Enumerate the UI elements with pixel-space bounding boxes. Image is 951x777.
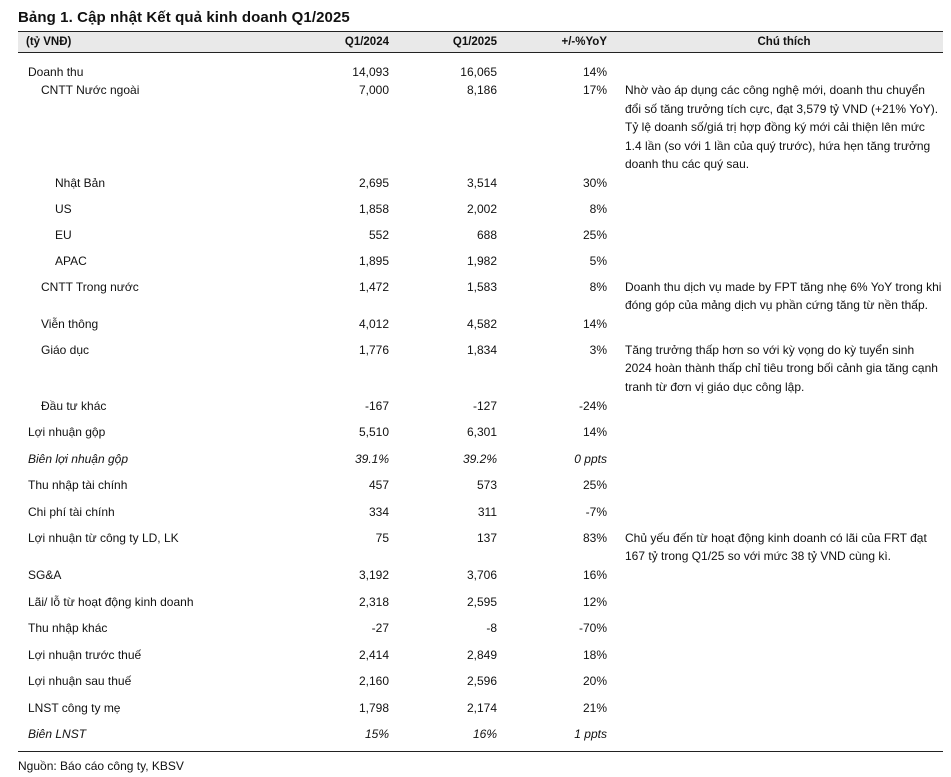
- cell-q1-2025: 16%: [390, 725, 498, 752]
- cell-yoy: 3%: [589, 342, 607, 357]
- row-label: Nhật Bản: [55, 175, 106, 190]
- table-row: [18, 174, 943, 200]
- table-row: [18, 397, 943, 423]
- cell-q1-2024: 552: [368, 227, 389, 242]
- row-label: LNST công ty mẹ: [28, 700, 121, 715]
- table-row: [18, 226, 943, 252]
- cell-q1-2024: 1,895: [358, 253, 389, 268]
- cell-yoy: 14%: [582, 65, 607, 79]
- table-row: [18, 593, 943, 619]
- cell-yoy: 20%: [582, 673, 607, 688]
- cell-yoy: 8%: [589, 279, 607, 294]
- cell-note: Nhờ vào áp dụng các công nghệ mới, doanh thu chuyển đổi số tăng trưởng tích cực, đạt 3,579 tỷ VND (+21% YoY). Tỷ lệ doanh số/giá trị hợp đồng ký mới cải thiện lên mức 1.4 lần (so với 1 lần của quý trước), hứa hẹn tăng trưởng doanh thu các quý sau.: [625, 83, 939, 171]
- row-label: Chi phí tài chính: [28, 504, 115, 519]
- cell-note: [625, 672, 943, 699]
- cell-q1-2025: 1,834: [466, 342, 497, 357]
- row-label: Biên lợi nhuận gộp: [28, 451, 128, 466]
- table-row: [18, 278, 943, 315]
- cell-q1-2025: 3,514: [466, 175, 497, 190]
- row-label: CNTT Trong nước: [41, 279, 139, 294]
- cell-q1-2024: -27: [371, 620, 389, 635]
- cell-q1-2024: 7,000: [358, 83, 389, 97]
- cell-gap: [608, 174, 625, 200]
- cell-gap: [608, 529, 625, 566]
- source-note: Nguồn: Báo cáo công ty, KBSV: [18, 759, 184, 773]
- row-label: Viễn thông: [41, 316, 99, 331]
- table-row: [18, 315, 943, 341]
- table-row: [18, 619, 943, 646]
- cell-note: [625, 200, 943, 226]
- cell-q1-2024: 334: [368, 504, 389, 519]
- cell-yoy: 8%: [589, 201, 607, 216]
- cell-q1-2024: 2,160: [358, 673, 389, 688]
- table-row: [18, 53, 943, 82]
- row-label: Lợi nhuận gộp: [28, 424, 106, 439]
- cell-note: [625, 252, 943, 278]
- cell-q1-2025: 6,301: [466, 424, 497, 439]
- table-row: [18, 672, 943, 699]
- cell-q1-2025: 1,583: [466, 279, 497, 294]
- row-label: EU: [55, 227, 72, 242]
- cell-gap: [608, 699, 625, 725]
- cell-note: [625, 476, 943, 503]
- cell-note: Doanh thu dịch vụ made by FPT tăng nhẹ 6% YoY trong khi đóng góp của mảng dịch vụ phần cứng tăng từ nền thấp.: [625, 279, 942, 312]
- cell-gap: [608, 646, 625, 672]
- table-header-row: [18, 32, 943, 53]
- cell-q1-2024: 1,858: [358, 201, 389, 216]
- row-label: Biên LNST: [18, 725, 288, 752]
- table-row: [18, 81, 943, 174]
- cell-q1-2024: 1,798: [358, 700, 389, 715]
- cell-q1-2024: 75: [375, 530, 389, 545]
- table-row: [18, 529, 943, 566]
- cell-gap: [608, 226, 625, 252]
- header-q1-2024: Q1/2024: [288, 32, 390, 53]
- header-q1-2025: Q1/2025: [390, 32, 498, 53]
- cell-q1-2024: 3,192: [358, 567, 389, 582]
- cell-q1-2025: 2,174: [466, 700, 497, 715]
- cell-q1-2025: 688: [476, 227, 497, 242]
- row-label: Đầu tư khác: [41, 398, 107, 413]
- row-label: CNTT Nước ngoài: [41, 83, 140, 97]
- table-row: [18, 503, 943, 529]
- cell-yoy: 14%: [582, 316, 607, 331]
- cell-q1-2024: 457: [368, 477, 389, 492]
- cell-q1-2024: 4,012: [358, 316, 389, 331]
- cell-q1-2025: 8,186: [466, 83, 497, 97]
- business-results-table: [18, 31, 943, 752]
- cell-gap: [608, 566, 625, 593]
- cell-gap: [608, 252, 625, 278]
- table-row: [18, 476, 943, 503]
- cell-note: [625, 226, 943, 252]
- row-label: US: [55, 201, 72, 216]
- cell-q1-2024: 2,318: [358, 594, 389, 609]
- cell-note: [625, 423, 943, 450]
- cell-gap: [608, 278, 625, 315]
- cell-gap: [608, 503, 625, 529]
- cell-q1-2024: 39.1%: [354, 451, 389, 466]
- row-label: Lợi nhuận trước thuế: [28, 647, 142, 662]
- cell-note: [625, 566, 943, 593]
- cell-q1-2024: 2,414: [358, 647, 389, 662]
- cell-q1-2024: 15%: [288, 725, 390, 752]
- header-note: Chú thích: [625, 32, 943, 53]
- cell-gap: [608, 81, 625, 174]
- cell-gap: [608, 619, 625, 646]
- row-label: Lợi nhuận từ công ty LD, LK: [28, 530, 179, 545]
- row-label: SG&A: [28, 567, 62, 582]
- header-yoy: +/-%YoY: [498, 32, 608, 53]
- table-row: [18, 252, 943, 278]
- cell-q1-2025: -127: [472, 398, 497, 413]
- header-unit: (tỷ VNĐ): [18, 32, 288, 53]
- cell-yoy: 12%: [582, 594, 607, 609]
- cell-gap: [608, 423, 625, 450]
- cell-yoy: -24%: [578, 398, 607, 413]
- cell-q1-2024: 14,093: [352, 65, 389, 79]
- table-row: [18, 423, 943, 450]
- row-label: Doanh thu: [28, 65, 84, 79]
- table-row: [18, 200, 943, 226]
- cell-q1-2025: 4,582: [466, 316, 497, 331]
- header-gap: [608, 32, 625, 53]
- cell-q1-2025: 16,065: [460, 65, 497, 79]
- table-row: [18, 725, 943, 752]
- cell-note: [625, 53, 943, 82]
- cell-yoy: -7%: [585, 504, 607, 519]
- cell-gap: [608, 476, 625, 503]
- cell-yoy: 17%: [582, 83, 607, 97]
- cell-note: [625, 619, 943, 646]
- cell-note: Chủ yếu đến từ hoạt động kinh doanh có lãi của FRT đạt 167 tỷ trong Q1/25 so với mức 38 tỷ VND cùng kì.: [625, 530, 927, 563]
- cell-note: [625, 450, 943, 476]
- cell-note: [625, 725, 943, 752]
- table-row: [18, 699, 943, 725]
- cell-note: [625, 397, 943, 423]
- cell-q1-2024: 1,472: [358, 279, 389, 294]
- cell-note: [625, 699, 943, 725]
- cell-q1-2025: 2,002: [466, 201, 497, 216]
- cell-q1-2024: -167: [364, 398, 389, 413]
- cell-q1-2025: 2,595: [466, 594, 497, 609]
- cell-q1-2025: 311: [477, 504, 497, 519]
- row-label: Lãi/ lỗ từ hoạt động kinh doanh: [28, 594, 194, 609]
- cell-note: [625, 503, 943, 529]
- cell-yoy: 25%: [582, 227, 607, 242]
- cell-q1-2024: 1,776: [358, 342, 389, 357]
- cell-yoy: 18%: [582, 647, 607, 662]
- table-title: Bảng 1. Cập nhật Kết quả kinh doanh Q1/2025: [18, 9, 350, 26]
- row-label: Lợi nhuận sau thuế: [28, 673, 132, 688]
- cell-yoy: 16%: [582, 567, 607, 582]
- cell-yoy: 21%: [582, 700, 607, 715]
- cell-q1-2025: 1,982: [466, 253, 497, 268]
- cell-gap: [608, 725, 625, 752]
- cell-yoy: 1 ppts: [498, 725, 608, 752]
- cell-gap: [608, 341, 625, 397]
- cell-q1-2025: 2,596: [466, 673, 497, 688]
- cell-yoy: 30%: [582, 175, 607, 190]
- cell-q1-2025: 3,706: [466, 567, 497, 582]
- cell-yoy: 83%: [582, 530, 607, 545]
- cell-gap: [608, 397, 625, 423]
- cell-gap: [608, 593, 625, 619]
- row-label: Thu nhập tài chính: [28, 477, 128, 492]
- cell-q1-2025: 39.2%: [462, 451, 497, 466]
- cell-note: Tăng trưởng thấp hơn so với kỳ vọng do kỳ tuyển sinh 2024 hoàn thành thấp chỉ tiêu trong bối cảnh gia tăng cạnh tranh từ đơn vị giáo dục công lập.: [625, 342, 938, 394]
- cell-yoy: 25%: [582, 477, 607, 492]
- cell-q1-2025: 573: [476, 477, 497, 492]
- cell-note: [625, 315, 943, 341]
- cell-yoy: 14%: [582, 424, 607, 439]
- cell-gap: [608, 315, 625, 341]
- cell-gap: [608, 450, 625, 476]
- table-row: [18, 450, 943, 476]
- table-row: [18, 646, 943, 672]
- cell-note: [625, 646, 943, 672]
- row-label: APAC: [55, 253, 87, 268]
- table-row: [18, 566, 943, 593]
- cell-yoy: 0 ppts: [574, 451, 607, 466]
- cell-q1-2024: 2,695: [358, 175, 389, 190]
- cell-gap: [608, 53, 625, 82]
- cell-yoy: -70%: [578, 620, 607, 635]
- row-label: Giáo dục: [41, 342, 90, 357]
- cell-q1-2024: 5,510: [358, 424, 389, 439]
- cell-note: [625, 593, 943, 619]
- cell-gap: [608, 672, 625, 699]
- cell-gap: [608, 200, 625, 226]
- cell-q1-2025: 2,849: [466, 647, 497, 662]
- cell-yoy: 5%: [589, 253, 607, 268]
- cell-q1-2025: -8: [486, 620, 497, 635]
- table-row: [18, 341, 943, 397]
- cell-note: [625, 174, 943, 200]
- cell-q1-2025: 137: [476, 530, 497, 545]
- row-label: Thu nhập khác: [28, 620, 108, 635]
